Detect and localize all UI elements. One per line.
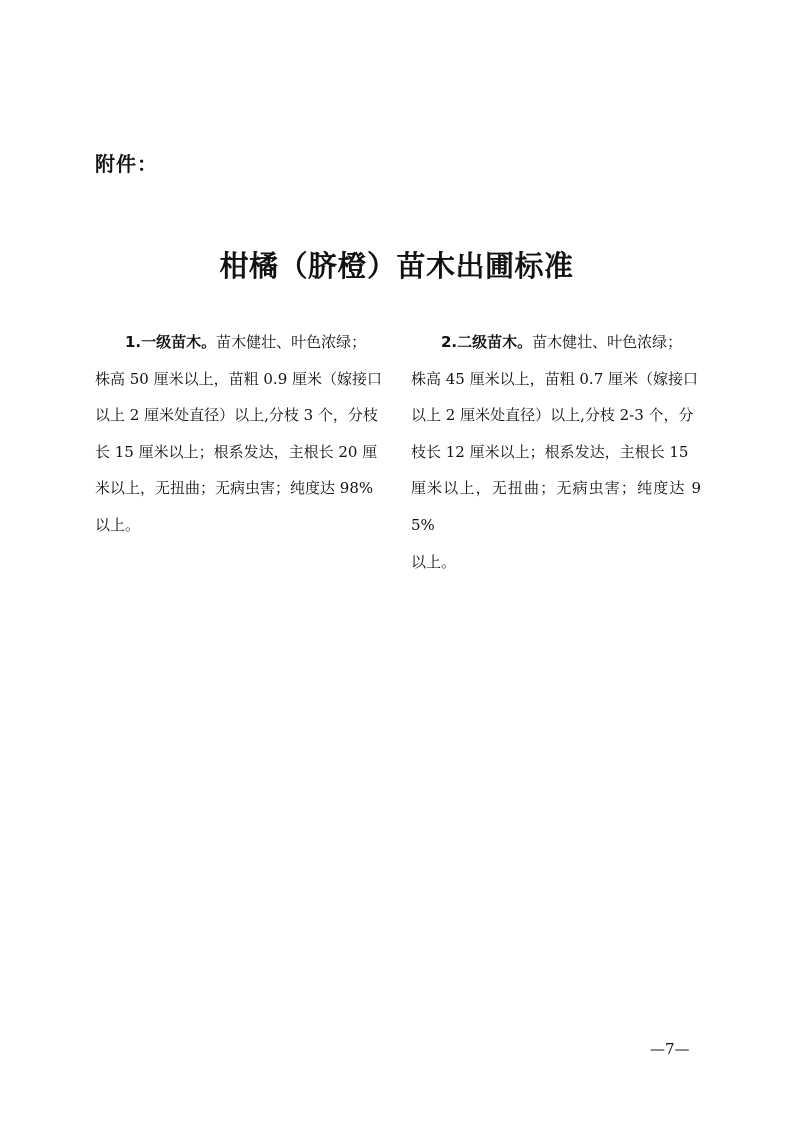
- grade-two-line-2: 株高 45 厘米以上，苗粗 0.7 厘米（嫁接口: [411, 369, 699, 388]
- grade-one-line-4: 长 15 厘米以上；根系发达，主根长 20 厘: [95, 442, 378, 461]
- grade-one-line-2: 株高 50 厘米以上，苗粗 0.9 厘米（嫁接口: [95, 369, 383, 388]
- grade-two-section: [411, 324, 701, 580]
- grade-one-line-5: 米以上，无扭曲；无病虫害；纯度达 98%: [95, 479, 374, 498]
- grade-one-line-1: [95, 324, 385, 361]
- grade-two-line-1: [411, 324, 701, 361]
- grade-two-line-4: 枝长 12 厘米以上；根系发达，主根长 15: [411, 442, 689, 461]
- grade-two-text: 苗木健壮、叶色浓绿；: [532, 333, 683, 351]
- page-number: —7—: [650, 1040, 690, 1058]
- grade-two-line-6: 以上。: [411, 552, 457, 571]
- grade-two-heading: 2.二级苗木。: [441, 333, 533, 351]
- grade-one-line-3: 以上 2 厘米处直径）以上,分枝 3 个，分枝: [95, 406, 378, 425]
- grade-one-section: [95, 324, 385, 544]
- attachment-label: 附件：: [95, 152, 158, 176]
- grade-two-line-3: 以上 2 厘米处直径）以上,分枝 2-3 个，分: [411, 406, 694, 425]
- grade-one-heading: 1.一级苗木。: [125, 333, 217, 351]
- document-title: 柑橘（脐橙）苗木出圃标准: [219, 249, 574, 283]
- grade-two-line-5: 厘米以上，无扭曲；无病虫害；纯度达 95%: [411, 479, 701, 534]
- grade-one-line-6: 以上。: [95, 515, 141, 534]
- grade-one-text: 苗木健壮、叶色浓绿；: [216, 333, 367, 351]
